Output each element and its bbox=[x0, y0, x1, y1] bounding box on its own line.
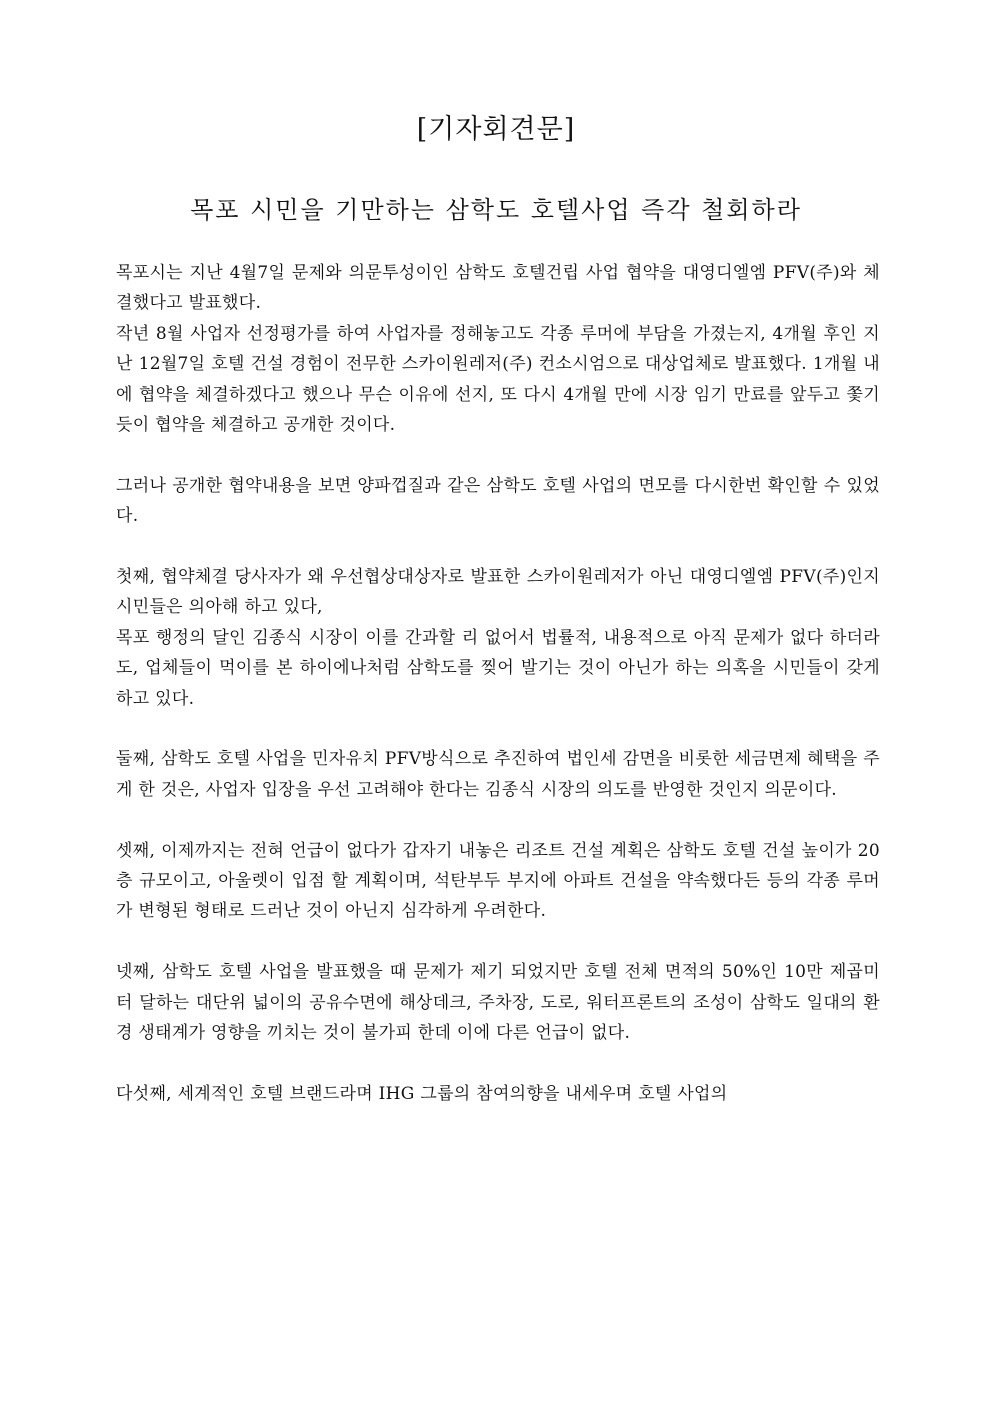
paragraph-6: 둘째, 삼학도 호텔 사업을 민자유치 PFV방식으로 추진하여 법인세 감면을 비롯한 세금면제 혜택을 주게 한 것은, 사업자 입장을 우선 고려해야 한다는 김종식 시장의 의도를 반영한 것인지 의문이다. bbox=[116, 749, 880, 800]
document-heading: [기자회견문] bbox=[416, 114, 576, 145]
paragraph-9: 다섯째, 세계적인 호텔 브랜드라며 IHG 그룹의 참여의향을 내세우며 호텔 사업의 bbox=[116, 1083, 728, 1104]
paragraph-spacer bbox=[116, 532, 880, 562]
paragraph-spacer bbox=[116, 714, 880, 744]
paragraph-spacer bbox=[116, 805, 880, 835]
paragraph-7: 셋째, 이제까지는 전혀 언급이 없다가 갑자기 내놓은 리조트 건설 계획은 삼학도 호텔 건설 높이가 20층 규모이고, 아울렛이 입점 할 계획이며, 석탄부두 부지에 아파트 건설을 약속했다든 등의 각종 루머가 변형된 형태로 드러난 것이 아닌지 심각하게 우려한다. bbox=[116, 840, 880, 922]
paragraph-2: 작년 8월 사업자 선정평가를 하여 사업자를 정해놓고도 각종 루머에 부담을 가졌는지, 4개월 후인 지난 12월7일 호텔 건설 경험이 전무한 스카이원레저(주) 컨소시엄으로 대상업체로 발표했다. 1개월 내에 협약을 체결하겠다고 했으나 무슨 이유에 선지, 또 다시 4개월 만에 시장 임기 만료를 앞두고 쫓기듯이 협약을 체결하고 공개한 것이다. bbox=[116, 323, 880, 436]
paragraph-spacer bbox=[116, 440, 880, 470]
paragraph-8: 넷째, 삼학도 호텔 사업을 발표했을 때 문제가 제기 되었지만 호텔 전체 면적의 50%인 10만 제곱미터 달하는 대단위 넓이의 공유수면에 해상데크, 주차장, 도로, 워터프론트의 조성이 삼학도 일대의 환경 생태계가 영향을 끼치는 것이 불가피 한데 이에 다른 언급이 없다. bbox=[116, 962, 880, 1044]
paragraph-1: 목포시는 지난 4월7일 문제와 의문투성이인 삼학도 호텔건립 사업 협약을 대영디엘엠 PFV(주)와 체결했다고 발표했다. bbox=[116, 263, 880, 314]
paragraph-spacer bbox=[116, 1048, 880, 1078]
paragraph-5: 목포 행정의 달인 김종식 시장이 이를 간과할 리 없어서 법률적, 내용적으로 아직 문제가 없다 하더라도, 업체들이 먹이를 본 하이에나처럼 삼학도를 찢어 발기는 것이 아닌가 하는 의혹을 시민들이 갖게 하고 있다. bbox=[116, 627, 880, 709]
document-body bbox=[116, 258, 880, 1109]
paragraph-spacer bbox=[116, 927, 880, 957]
paragraph-4: 첫째, 협약체결 당사자가 왜 우선협상대상자로 발표한 스카이원레저가 아닌 대영디엘엠 PFV(주)인지 시민들은 의아해 하고 있다, bbox=[116, 567, 880, 618]
document-title: 목포 시민을 기만하는 삼학도 호텔사업 즉각 철회하라 bbox=[190, 196, 802, 224]
paragraph-3: 그러나 공개한 협약내용을 보면 양파껍질과 같은 삼학도 호텔 사업의 면모를 다시한번 확인할 수 있었다. bbox=[116, 475, 880, 527]
